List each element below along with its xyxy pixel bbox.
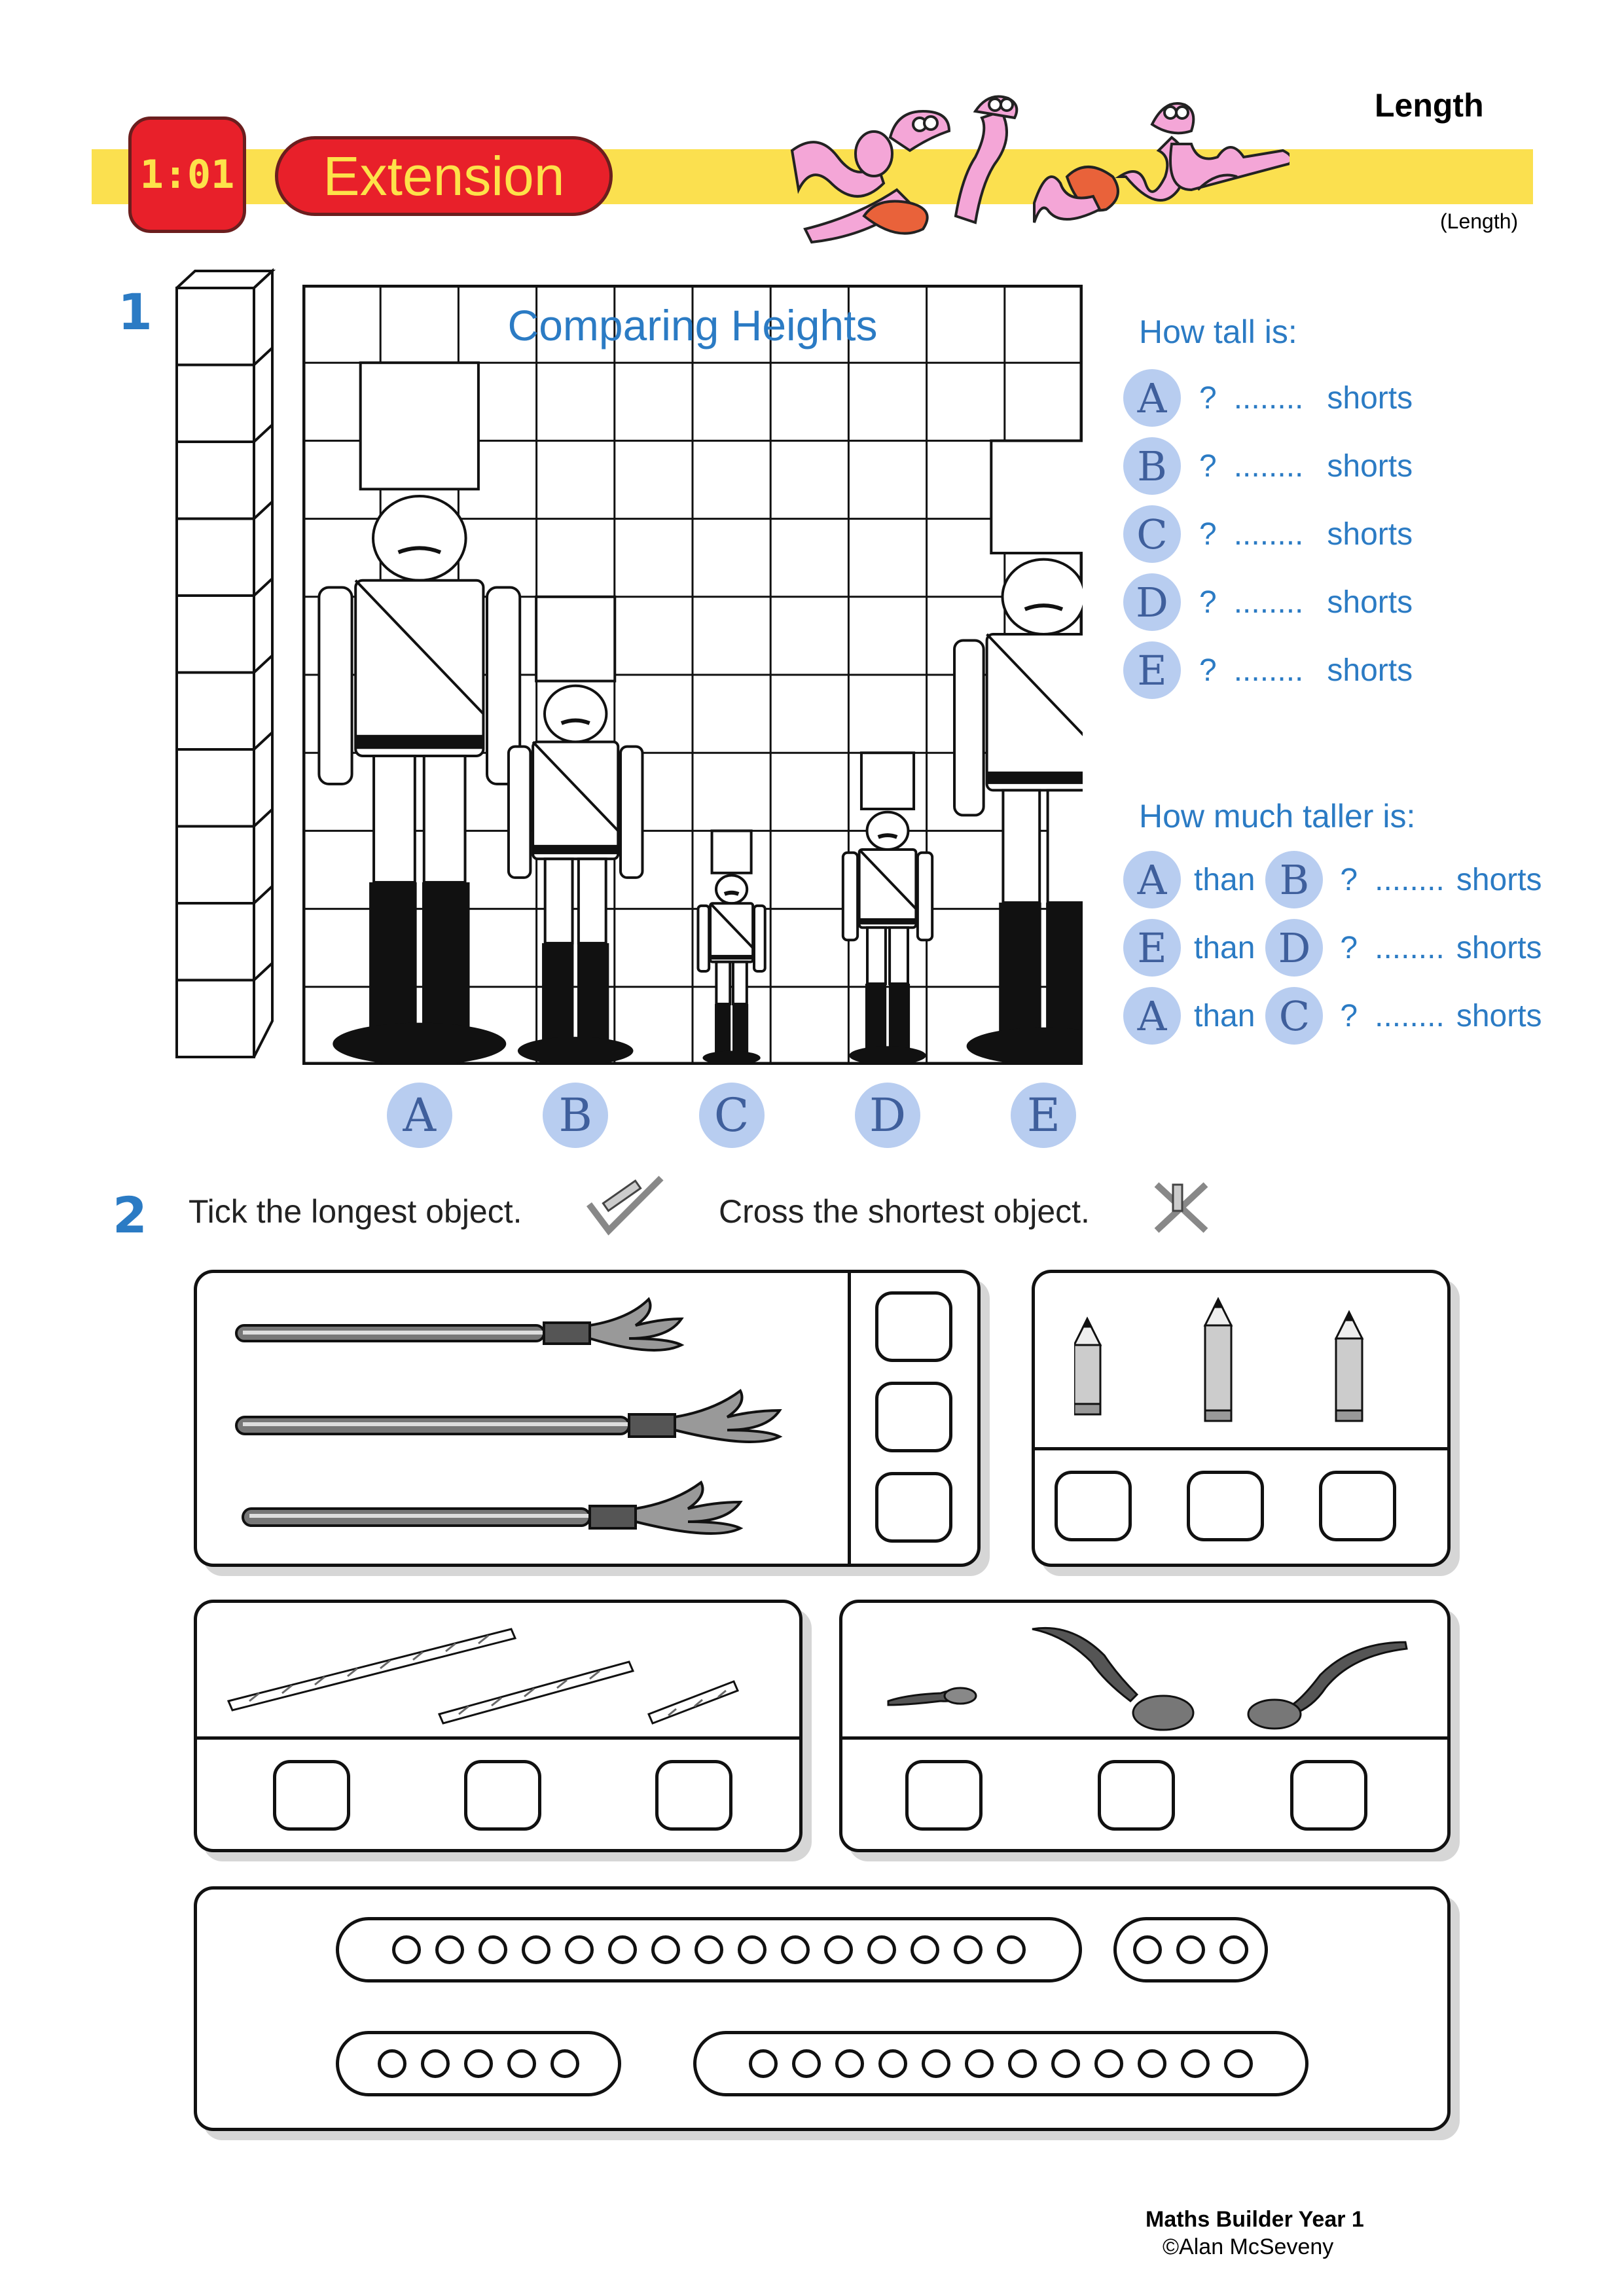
bead	[792, 2049, 821, 2078]
how-tall-row-E	[1123, 641, 1413, 699]
answer-blank[interactable]: ........	[1375, 930, 1445, 965]
beads-panel	[194, 1886, 1451, 2131]
compare-row-A-C	[1123, 987, 1542, 1045]
bead	[507, 2049, 536, 2078]
letter-circle: C	[1265, 987, 1323, 1045]
soldier-label-B: B	[543, 1083, 608, 1148]
bead	[608, 1935, 637, 1964]
how-tall-row-B	[1123, 437, 1413, 495]
bead	[1094, 2049, 1123, 2078]
bead	[478, 1935, 507, 1964]
unit-label: shorts	[1327, 448, 1413, 484]
lesson-title: Extension	[275, 136, 613, 216]
unit-label: shorts	[1327, 516, 1413, 552]
unit-label: shorts	[1456, 862, 1542, 897]
bead	[738, 1935, 767, 1964]
footer-copyright: ©Alan McSeveny	[1163, 2234, 1334, 2259]
question-mark: ?	[1340, 862, 1358, 897]
how-tall-heading: How tall is:	[1139, 314, 1297, 350]
compare-row-E-D	[1123, 919, 1542, 977]
unit-label: shorts	[1327, 653, 1413, 688]
letter-circle: A	[1123, 369, 1181, 427]
bead	[824, 1935, 853, 1964]
footer-book-title: Maths Builder Year 1	[1146, 2207, 1364, 2232]
straws-illustration	[223, 1616, 786, 1734]
panel-divider	[1035, 1447, 1447, 1450]
pencils-illustration	[1074, 1293, 1415, 1443]
paintbrush-panel	[194, 1270, 981, 1567]
question-mark: ?	[1199, 448, 1217, 484]
tick-box-brush-3[interactable]	[875, 1472, 952, 1543]
soldier-label-C: C	[699, 1083, 765, 1148]
answer-blank[interactable]: ........	[1233, 653, 1304, 688]
answer-blank[interactable]: ........	[1233, 380, 1304, 416]
topic-title: Length	[1375, 87, 1484, 124]
tick-box-straw-3[interactable]	[655, 1760, 732, 1831]
bead	[435, 1935, 464, 1964]
how-tall-row-C	[1123, 505, 1413, 563]
compare-row-A-B	[1123, 851, 1542, 908]
than-label: than	[1194, 862, 1255, 897]
bead	[392, 1935, 421, 1964]
bead	[550, 2049, 579, 2078]
how-much-taller-heading: How much taller is:	[1139, 798, 1416, 834]
tick-box-brush-1[interactable]	[875, 1291, 952, 1362]
unit-label: shorts	[1327, 380, 1413, 416]
cross-pencil-icon	[1147, 1172, 1219, 1237]
bead	[867, 1935, 896, 1964]
question-2-number: 2	[113, 1186, 147, 1244]
panel-divider	[848, 1273, 851, 1564]
topic-subtitle: (Length)	[1440, 209, 1519, 233]
spoon-panel	[839, 1600, 1451, 1852]
tick-box-brush-2[interactable]	[875, 1382, 952, 1452]
unit-label: shorts	[1456, 998, 1542, 1033]
shorts-measuring-column	[175, 268, 280, 1067]
bead	[1181, 2049, 1210, 2078]
bead	[464, 2049, 493, 2078]
letter-circle: C	[1123, 505, 1181, 563]
straw-panel	[194, 1600, 803, 1852]
paintbrushes-illustration	[230, 1293, 819, 1548]
answer-blank[interactable]: ........	[1375, 862, 1445, 897]
bead	[922, 2049, 950, 2078]
bead	[1224, 2049, 1253, 2078]
letter-circle: E	[1123, 919, 1181, 977]
bead	[835, 2049, 864, 2078]
letter-circle: D	[1123, 573, 1181, 631]
worms-illustration	[779, 85, 1290, 255]
letter-circle: B	[1265, 851, 1323, 908]
letter-circle: D	[1265, 919, 1323, 977]
bead	[522, 1935, 550, 1964]
bead	[695, 1935, 723, 1964]
tick-pencil-icon	[583, 1172, 668, 1237]
panel-divider	[197, 1736, 799, 1740]
tick-box-spoon-1[interactable]	[905, 1760, 983, 1831]
unit-label: shorts	[1327, 584, 1413, 620]
bead	[1051, 2049, 1080, 2078]
lesson-number-badge: 1:01	[128, 117, 246, 233]
unit-label: shorts	[1456, 930, 1542, 965]
answer-blank[interactable]: ........	[1375, 998, 1445, 1033]
panel-divider	[842, 1736, 1447, 1740]
tick-box-pencil-3[interactable]	[1319, 1471, 1396, 1541]
height-chart	[302, 285, 1083, 1065]
tick-box-pencil-1[interactable]	[1055, 1471, 1132, 1541]
height-chart-grid	[302, 285, 1083, 1065]
soldier-label-D: D	[855, 1083, 920, 1148]
question-mark: ?	[1340, 998, 1358, 1033]
bead-string-4	[693, 2031, 1308, 2096]
answer-blank[interactable]: ........	[1233, 584, 1304, 620]
tick-instruction: Tick the longest object.	[189, 1193, 522, 1230]
bead	[911, 1935, 939, 1964]
tick-box-straw-2[interactable]	[464, 1760, 541, 1831]
letter-circle: A	[1123, 987, 1181, 1045]
bead	[1008, 2049, 1037, 2078]
than-label: than	[1194, 930, 1255, 965]
pencil-panel	[1032, 1270, 1451, 1567]
bead	[378, 2049, 406, 2078]
chart-title: Comparing Heights	[507, 301, 878, 350]
question-mark: ?	[1340, 930, 1358, 965]
tick-box-spoon-2[interactable]	[1098, 1760, 1175, 1831]
bead	[1219, 1935, 1248, 1964]
how-tall-row-D	[1123, 573, 1413, 631]
bead	[1138, 2049, 1166, 2078]
spoons-illustration	[875, 1616, 1425, 1734]
letter-circle: E	[1123, 641, 1181, 699]
bead	[997, 1935, 1026, 1964]
bead	[749, 2049, 778, 2078]
letter-circle: B	[1123, 437, 1181, 495]
answer-blank[interactable]: ........	[1233, 448, 1304, 484]
bead	[421, 2049, 450, 2078]
question-mark: ?	[1199, 516, 1217, 552]
bead	[965, 2049, 994, 2078]
how-tall-row-A	[1123, 369, 1413, 427]
answer-blank[interactable]: ........	[1233, 516, 1304, 552]
bead	[651, 1935, 680, 1964]
bead	[781, 1935, 810, 1964]
tick-box-spoon-3[interactable]	[1290, 1760, 1367, 1831]
tick-box-pencil-2[interactable]	[1187, 1471, 1264, 1541]
tick-box-straw-1[interactable]	[273, 1760, 350, 1831]
soldier-label-A: A	[387, 1083, 452, 1148]
question-mark: ?	[1199, 653, 1217, 688]
bead	[1133, 1935, 1162, 1964]
bead-string-2	[1113, 1917, 1268, 1982]
bead	[565, 1935, 594, 1964]
bead	[878, 2049, 907, 2078]
question-mark: ?	[1199, 584, 1217, 620]
bead	[1176, 1935, 1205, 1964]
bead-string-1	[336, 1917, 1082, 1982]
bead	[954, 1935, 983, 1964]
question-mark: ?	[1199, 380, 1217, 416]
bead-string-3	[336, 2031, 621, 2096]
letter-circle: A	[1123, 851, 1181, 908]
soldier-label-E: E	[1011, 1083, 1076, 1148]
than-label: than	[1194, 998, 1255, 1033]
cross-instruction: Cross the shortest object.	[719, 1193, 1090, 1230]
question-1-number: 1	[118, 283, 153, 341]
